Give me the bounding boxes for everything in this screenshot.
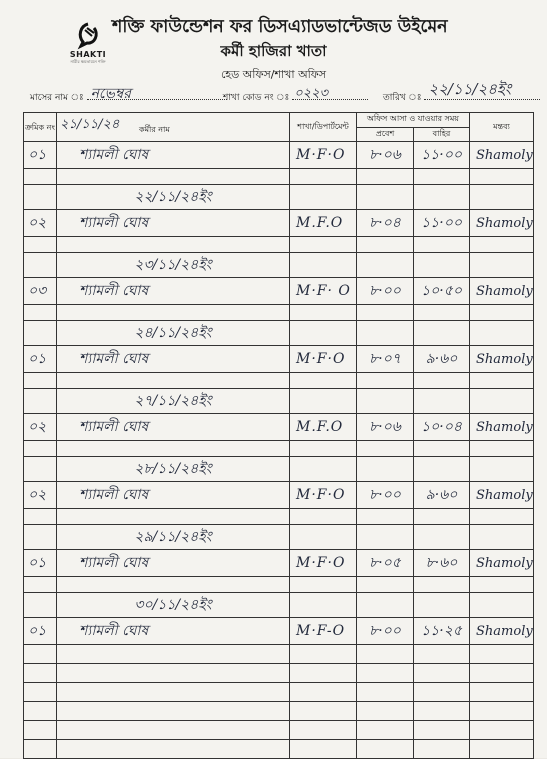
month-field xyxy=(30,86,227,105)
book-title: কর্মী হাজিরা খাতা xyxy=(220,42,327,60)
time-header: অফিস আসা ও যাওয়ার সময় xyxy=(357,113,470,128)
dept-cell: M·F· O xyxy=(290,278,357,305)
remark-header: মন্তব্য xyxy=(470,113,534,142)
signature-cell: Shamoly xyxy=(470,618,534,645)
name-cell: শ্যামলী ঘোষ xyxy=(57,142,290,169)
out-time-cell: ৮·৬০ xyxy=(414,550,470,577)
date-row xyxy=(24,525,534,550)
blank-row xyxy=(24,740,534,759)
date-label: তারিখ ঃ xyxy=(383,93,422,103)
blank-row xyxy=(24,721,534,740)
signature-cell: Shamoly xyxy=(470,210,534,237)
out-time-cell: ১১·০০ xyxy=(414,210,470,237)
serial-cell: ০২ xyxy=(24,482,57,509)
serial-cell: ০১ xyxy=(24,346,57,373)
out-time-cell: ৯·৬০ xyxy=(414,482,470,509)
signature-cell: Shamoly xyxy=(470,550,534,577)
out-time-cell: ১১·২৫ xyxy=(414,618,470,645)
blank-row xyxy=(24,577,534,593)
date-row xyxy=(24,321,534,346)
blank-row xyxy=(24,169,534,185)
dept-cell: M·F·O xyxy=(290,142,357,169)
signature-cell: Shamoly xyxy=(470,482,534,509)
out-time-header: বাহির xyxy=(414,127,470,142)
month-label: মাসের নাম ঃ xyxy=(30,93,84,103)
date-cell: ২৮/১১/২৪ইং xyxy=(57,457,290,482)
name-cell: শ্যামলী ঘোষ xyxy=(57,210,290,237)
name-cell: শ্যামলী ঘোষ xyxy=(57,278,290,305)
serial-cell: ০২ xyxy=(24,414,57,441)
dept-header: শাখা/ডিপার্টমেন্ট xyxy=(290,113,357,142)
out-time-cell: ৯·৬০ xyxy=(414,346,470,373)
date-row xyxy=(24,185,534,210)
serial-header: ক্রমিক নং xyxy=(24,113,57,142)
attendance-row xyxy=(24,618,534,645)
attendance-table xyxy=(23,112,534,759)
in-time-cell: ৮·০০ xyxy=(357,278,414,305)
in-time-cell: ৮·০০ xyxy=(357,618,414,645)
blank-row xyxy=(24,702,534,721)
serial-cell: ০২ xyxy=(24,210,57,237)
date-cell: ২২/১১/২৪ইং xyxy=(57,185,290,210)
attendance-row xyxy=(24,346,534,373)
out-time-cell: ১০·৫০ xyxy=(414,278,470,305)
serial-cell: ০১ xyxy=(24,550,57,577)
out-time-cell: ১০·০৪ xyxy=(414,414,470,441)
attendance-row xyxy=(24,210,534,237)
blank-row xyxy=(24,683,534,702)
blank-row xyxy=(24,305,534,321)
date-cell: ২৯/১১/২৪ইং xyxy=(57,525,290,550)
signature-cell: Shamoly xyxy=(470,346,534,373)
in-time-cell: ৮·০৬ xyxy=(357,142,414,169)
logo-tagline: নারীর ক্ষমতায়নে শক্তি xyxy=(70,59,106,64)
attendance-row xyxy=(24,414,534,441)
name-header xyxy=(57,113,290,142)
blank-row xyxy=(24,509,534,525)
date-row xyxy=(24,593,534,618)
name-cell: শ্যামলী ঘোষ xyxy=(57,482,290,509)
blank-row xyxy=(24,664,534,683)
dept-cell: M·F·O xyxy=(290,346,357,373)
name-cell: শ্যামলী ঘোষ xyxy=(57,618,290,645)
date-row xyxy=(24,389,534,414)
name-header-label: কর্মীর নাম xyxy=(139,125,170,134)
date-cell: ৩০/১১/২৪ইং xyxy=(57,593,290,618)
serial-cell: ০১ xyxy=(24,618,57,645)
signature-cell: Shamoly xyxy=(470,278,534,305)
date-cell: ২৭/১১/২৪ইং xyxy=(57,389,290,414)
serial-cell: ০৩ xyxy=(24,278,57,305)
signature-cell: Shamoly xyxy=(470,142,534,169)
month-value: নভেম্বর xyxy=(90,86,131,102)
organization-name: শক্তি ফাউন্ডেশন ফর ডিসএ্যাডভান্টেজড উইমেন xyxy=(112,17,448,37)
attendance-row xyxy=(24,550,534,577)
name-cell: শ্যামলী ঘোষ xyxy=(57,414,290,441)
out-time-cell: ১১·০০ xyxy=(414,142,470,169)
attendance-row xyxy=(24,482,534,509)
branch-code-label: শাখা কোড নং ঃ xyxy=(223,93,290,103)
blank-row xyxy=(24,373,534,389)
in-time-cell: ৮·০৪ xyxy=(357,210,414,237)
name-cell: শ্যামলী ঘোষ xyxy=(57,346,290,373)
blank-row xyxy=(24,441,534,457)
first-date-entry: ২১/১১/২৪ xyxy=(60,117,120,132)
dept-cell: M·F-O xyxy=(290,618,357,645)
date-cell: ২৪/১১/২৪ইং xyxy=(57,321,290,346)
in-time-header: প্রবেশ xyxy=(357,127,414,142)
date-row xyxy=(24,457,534,482)
signature-cell: Shamoly xyxy=(470,414,534,441)
attendance-row xyxy=(24,142,534,169)
branch-code-field xyxy=(223,86,368,105)
dept-cell: M.F.O xyxy=(290,414,357,441)
dept-cell: M·F·O xyxy=(290,550,357,577)
office-type: হেড অফিস/শাখা অফিস xyxy=(220,68,327,81)
serial-cell: ০১ xyxy=(24,142,57,169)
blank-row xyxy=(24,645,534,664)
date-value: ২২/১১/২৪ইং xyxy=(428,80,512,98)
in-time-cell: ৮·০৬ xyxy=(357,414,414,441)
attendance-row xyxy=(24,278,534,305)
logo-name: SHAKTI xyxy=(69,50,107,59)
dept-cell: M.F.O xyxy=(290,210,357,237)
in-time-cell: ৮·০৫ xyxy=(357,550,414,577)
branch-code-value: ০২২৩ xyxy=(294,86,329,101)
date-cell: ২৩/১১/২৪ইং xyxy=(57,253,290,278)
date-row xyxy=(24,253,534,278)
dept-cell: M·F·O xyxy=(290,482,357,509)
in-time-cell: ৮·০৭ xyxy=(357,346,414,373)
in-time-cell: ৮·০০ xyxy=(357,482,414,509)
date-field xyxy=(383,80,540,105)
blank-row xyxy=(24,237,534,253)
name-cell: শ্যামলী ঘোষ xyxy=(57,550,290,577)
